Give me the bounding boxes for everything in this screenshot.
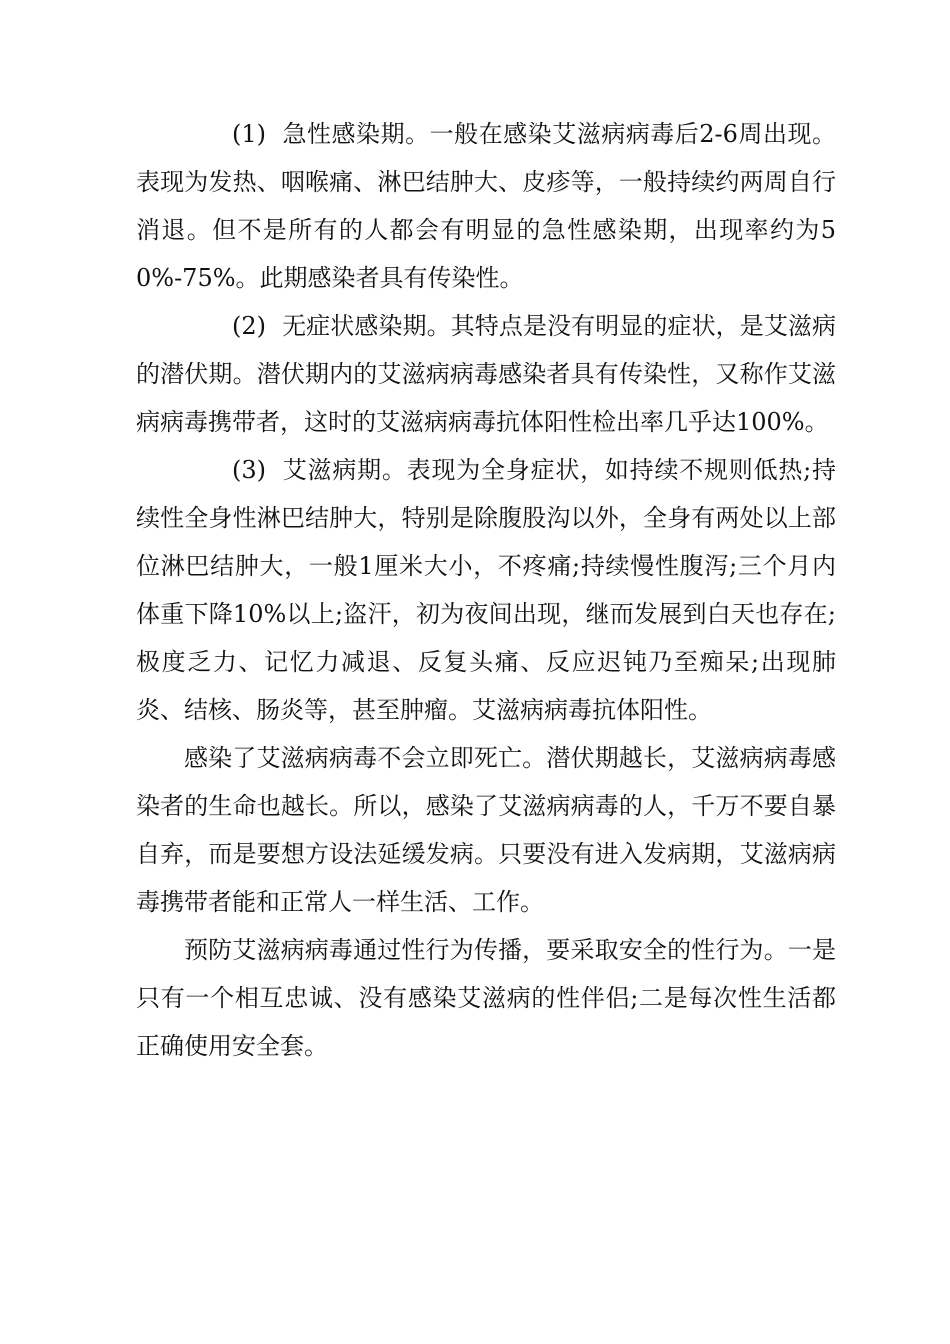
paragraph-text: 急性感染期。一般在感染艾滋病病毒后2-6周出现。表现为发热、咽喉痛、淋巴结肿大、皮疹等，一般持续约两周自行消退。但不是所有的人都会有明显的急性感染期，出现率约为50%-75%。此期感染者具有传染性。 — [136, 120, 836, 292]
paragraph-text: 艾滋病期。表现为全身症状，如持续不规则低热;持续性全身性淋巴结肿大，特别是除腹股沟以外，全身有两处以上部位淋巴结肿大，一般1厘米大小，不疼痛;持续慢性腹泻;三个月内体重下降10%以上;盗汗，初为夜间出现，继而发展到白天也存在;极度乏力、记忆力减退、反复头痛、反应迟钝乃至痴呆;出现肺炎、结核、肠炎等，甚至肿瘤。艾滋病病毒抗体阳性。 — [136, 456, 836, 724]
paragraph-text: 感染了艾滋病病毒不会立即死亡。潜伏期越长，艾滋病病毒感染者的生命也越长。所以，感染了艾滋病病毒的人，千万不要自暴自弃，而是要想方设法延缓发病。只要没有进入发病期，艾滋病病毒携带者能和正常人一样生活、工作。 — [136, 744, 836, 916]
paragraph-number: (2) — [232, 312, 266, 340]
document-body — [136, 110, 836, 1070]
paragraph-asymptomatic-infection — [136, 302, 836, 446]
paragraph-number: (3) — [232, 456, 266, 484]
paragraph-number: (1) — [232, 120, 266, 148]
paragraph-prevention — [136, 926, 836, 1070]
paragraph-aids-stage — [136, 446, 836, 734]
paragraph-latency-note — [136, 734, 836, 926]
paragraph-text: 无症状感染期。其特点是没有明显的症状，是艾滋病的潜伏期。潜伏期内的艾滋病病毒感染者具有传染性，又称作艾滋病病毒携带者，这时的艾滋病病毒抗体阳性检出率几乎达100%。 — [136, 312, 836, 436]
paragraph-text: 预防艾滋病病毒通过性行为传播，要采取安全的性行为。一是只有一个相互忠诚、没有感染艾滋病的性伴侣;二是每次性生活都正确使用安全套。 — [136, 936, 836, 1060]
paragraph-acute-infection — [136, 110, 836, 302]
